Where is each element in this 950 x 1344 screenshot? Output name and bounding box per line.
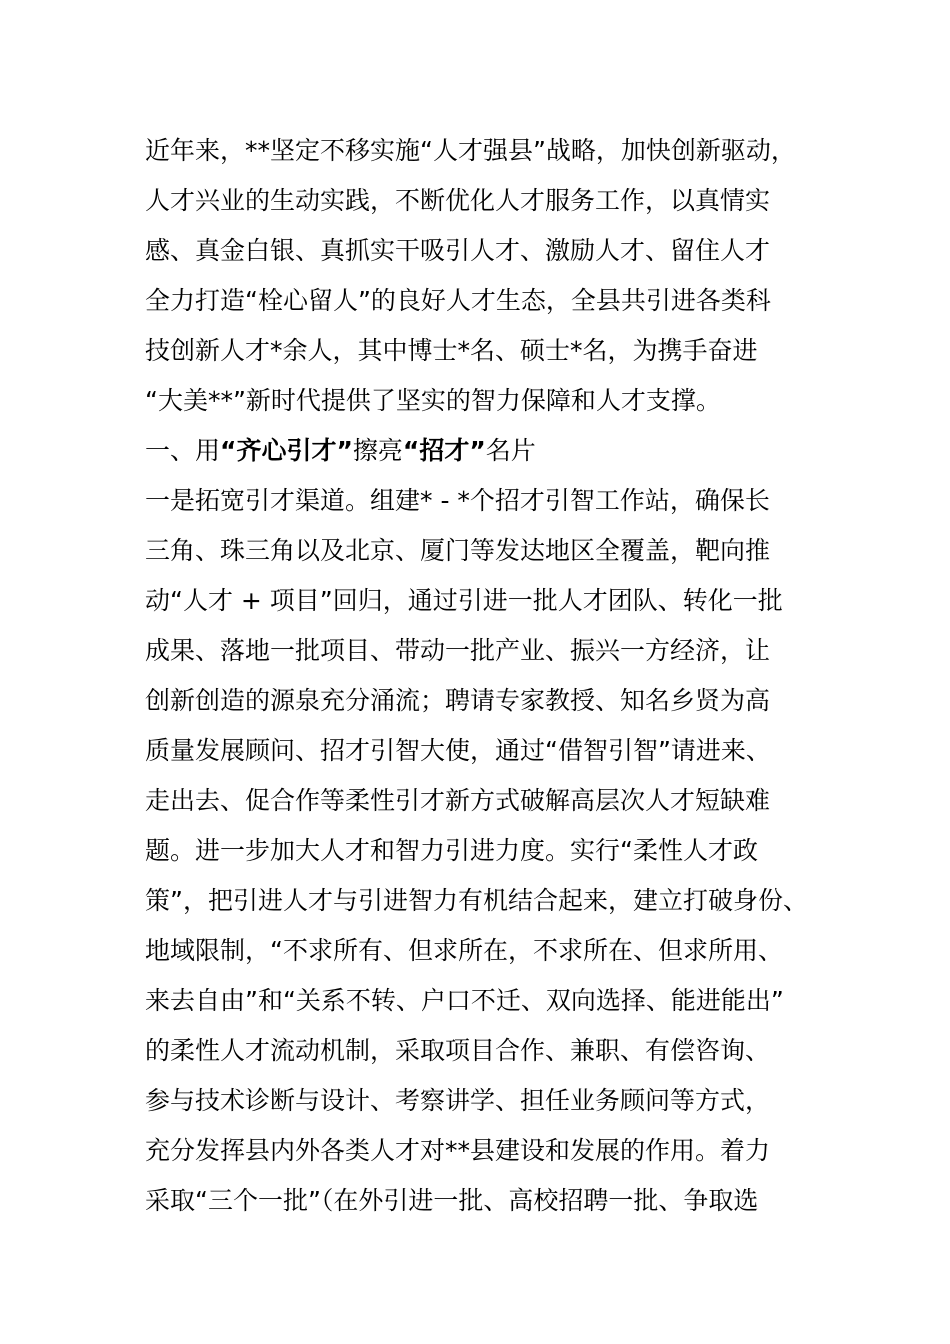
text-line: 充分发挥县内外各类人才对**县建设和发展的作用。着力	[145, 1136, 771, 1165]
heading-quote-1: “齐心引才”	[220, 436, 353, 465]
text-line: 一是拓宽引才渠道。组建* - *个招才引智工作站，确保长	[145, 486, 770, 515]
text-line: 题。进一步加大人才和智力引进力度。实行“柔性人才政	[145, 836, 758, 865]
text-line: 来去自由”和“关系不转、户口不迁、双向选择、能进能出”	[145, 986, 784, 1015]
text-line: “大美**”新时代提供了坚实的智力保障和人才支撑。	[145, 386, 721, 415]
text-line: 近年来，**坚定不移实施“人才强县”战略，加快创新驱动，	[145, 136, 796, 165]
text-line: 成果、落地一批项目、带动一批产业、振兴一方经济，让	[145, 636, 771, 665]
text-line: 感、真金白银、真抓实干吸引人才、激励人才、留住人才	[145, 236, 771, 265]
heading-prefix: 一、用	[145, 436, 221, 465]
heading-mid: 擦亮	[352, 436, 403, 465]
text-line: 策”，把引进人才与引进智力有机结合起来，建立打破身份、	[145, 886, 808, 915]
text-line: 人才兴业的生动实践，不断优化人才服务工作，以真情实	[145, 186, 771, 215]
text-line: 动“人才 + 项目”回归，通过引进一批人才团队、转化一批	[145, 586, 783, 615]
section-heading	[145, 426, 835, 476]
text-line: 采取“三个一批”（在外引进一批、高校招聘一批、争取选	[145, 1186, 759, 1215]
text-line: 全力打造“栓心留人”的良好人才生态，全县共引进各类科	[145, 286, 771, 315]
text-line: 三角、珠三角以及北京、厦门等发达地区全覆盖，靶向推	[145, 536, 771, 565]
text-line: 创新创造的源泉充分涌流；聘请专家教授、知名乡贤为高	[145, 686, 771, 715]
text-line: 质量发展顾问、招才引智大使，通过“借智引智”请进来、	[145, 736, 771, 765]
text-line: 地域限制，“不求所有、但求所在，不求所在、但求所用、	[145, 936, 783, 965]
text-line: 的柔性人才流动机制，采取项目合作、兼职、有偿咨询、	[145, 1036, 771, 1065]
text-line: 技创新人才*余人，其中博士*名、硕士*名，为携手奋进	[145, 336, 758, 365]
heading-suffix: 名片	[485, 436, 536, 465]
document-body	[145, 126, 835, 1226]
heading-quote-2: “招才”	[402, 436, 486, 465]
text-line: 走出去、促合作等柔性引才新方式破解高层次人才短缺难	[145, 786, 771, 815]
text-line: 参与技术诊断与设计、考察讲学、担任业务顾问等方式，	[145, 1086, 771, 1115]
